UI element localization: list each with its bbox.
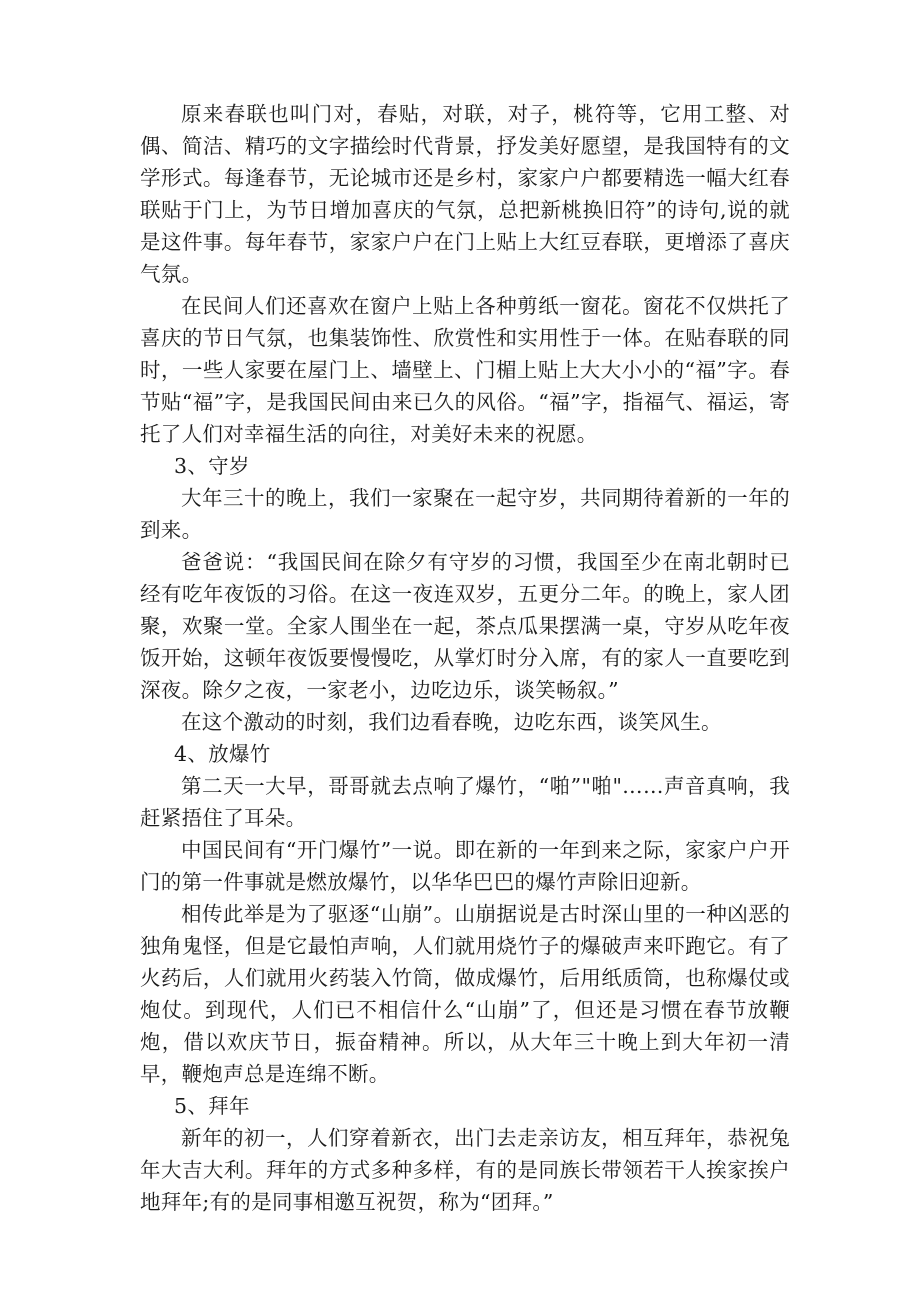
paragraph-brother-firecrackers: 第二天一大早，哥哥就去点响了爆竹，“啪”"啪"……声音真响，我赶紧捂住了耳朵。	[140, 774, 790, 830]
paragraph-shanbeng-legend: 相传此举是为了驱逐“山崩”。山崩据说是古时深山里的一种凶恶的独角鬼怪，但是它最怕声响，人们就用烧竹子的爆破声来吓跑它。有了火药后，人们就用火药装入竹筒，做成爆竹，后用纸质筒，也称爆仗或炮仗。到现代，人们已不相信什么“山崩”了，但还是习惯在春节放鞭炮，借以欢庆节日，振奋精神。所以，从大年三十晚上到大年初一清早，鞭炮声总是连绵不断。	[140, 902, 790, 1086]
section-heading-bainian: 5、拜年	[174, 1094, 250, 1118]
paragraph-new-year-eve: 大年三十的晚上，我们一家聚在一起守岁，共同期待着新的一年的到来。	[140, 486, 790, 542]
document-body	[140, 98, 790, 1218]
section-heading-firecrackers: 4、放爆竹	[174, 742, 271, 766]
paragraph-spring-gala: 在这个激动的时刻，我们边看春晚，边吃东西，谈笑风生。	[181, 710, 722, 734]
paragraph-window-flowers: 在民间人们还喜欢在窗户上贴上各种剪纸一窗花。窗花不仅烘托了喜庆的节日气氛，也集装饰性、欣赏性和实用性于一体。在贴春联的同时，一些人家要在屋门上、墙壁上、门楣上贴上大大小小的“福”字。春节贴“福”字，是我国民间由来已久的风俗。“福”字，指福气、福运，寄托了人们对幸福生活的向往，对美好未来的祝愿。	[140, 294, 790, 446]
section-heading-shousui: 3、守岁	[174, 454, 250, 478]
paragraph-opening-door-firecrackers: 中国民间有“开门爆竹”一说。即在新的一年到来之际，家家户户开门的第一件事就是燃放爆竹，以华华巴巴的爆竹声除旧迎新。	[140, 838, 790, 894]
paragraph-spring-couplets: 原来春联也叫门对，春贴，对联，对子，桃符等，它用工整、对偶、简洁、精巧的文字描绘时代背景，抒发美好愿望，是我国特有的文学形式。每逢春节，无论城市还是乡村，家家户户都要精选一幅大红春联贴于门上，为节日增加喜庆的气氛，总把新桃换旧符”的诗句,说的就是这件事。每年春节，家家户户在门上贴上大红豆春联，更增添了喜庆气氛。	[140, 102, 790, 286]
paragraph-new-year-greetings: 新年的初一，人们穿着新衣，出门去走亲访友，相互拜年，恭祝兔年大吉大利。拜年的方式多种多样，有的是同族长带领若干人挨家挨户地拜年;有的是同事相邀互祝贺，称为“团拜。”	[140, 1126, 790, 1214]
paragraph-father-says: 爸爸说：“我国民间在除夕有守岁的习惯，我国至少在南北朝时已经有吃年夜饭的习俗。在这一夜连双岁，五更分二年。的晚上，家人团聚，欢聚一堂。全家人围坐在一起，茶点瓜果摆满一桌，守岁从吃年夜饭开始，这顿年夜饭要慢慢吃，从掌灯时分入席，有的家人一直要吃到深夜。除夕之夜，一家老小，边吃边乐，谈笑畅叙。”	[140, 550, 790, 702]
